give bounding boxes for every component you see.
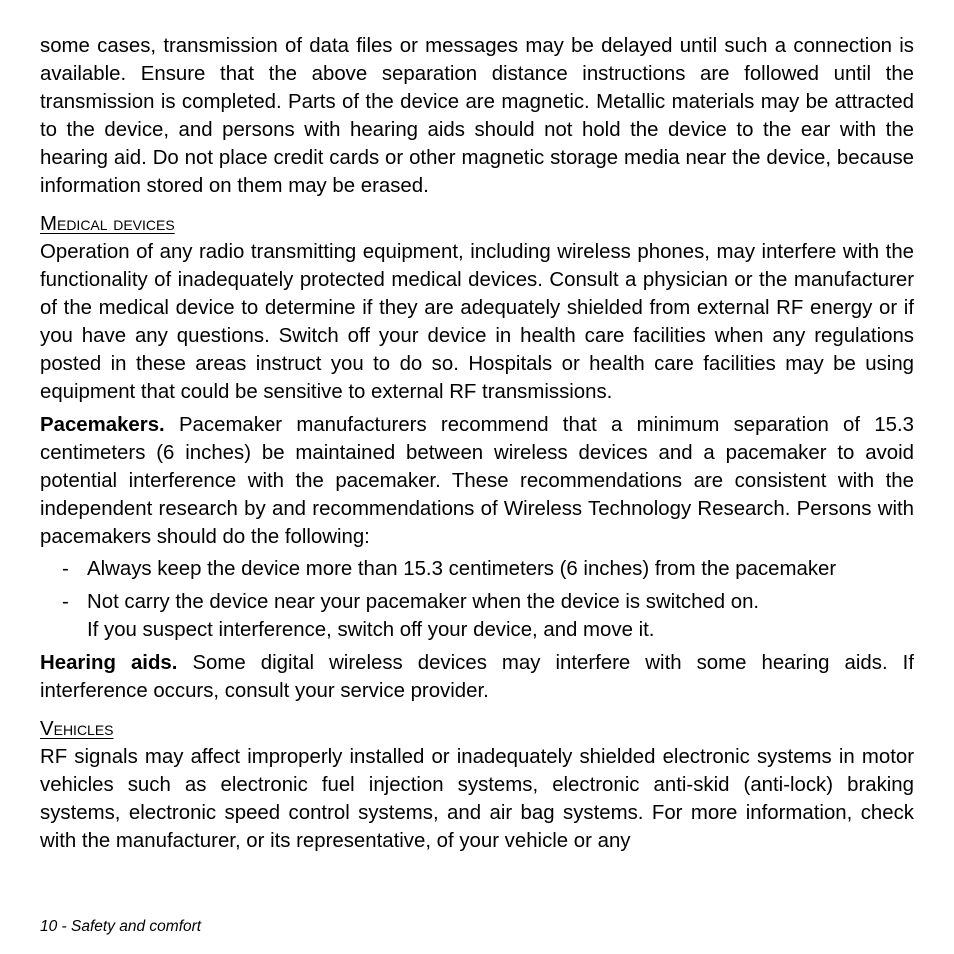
- list-item-text-continued: If you suspect interference, switch off your device, and move it.: [87, 619, 655, 641]
- vehicles-paragraph: RF signals may affect improperly installed or inadequately shielded electronic systems in motor vehicles such as electronic fuel injection systems, electronic anti-skid (anti-lock) braking systems, electronic speed control systems, and air bag systems. For more information, check with the manufacturer, or its representative, of your vehicle or any: [40, 746, 914, 852]
- pacemakers-label: Pacemakers.: [40, 414, 165, 436]
- hearing-aids-label: Hearing aids.: [40, 652, 178, 674]
- list-item: [40, 555, 914, 583]
- page-content: [40, 32, 914, 855]
- vehicles-heading: Vehicles: [40, 718, 114, 740]
- list-item-text: Always keep the device more than 15.3 centimeters (6 inches) from the pacemaker: [87, 558, 837, 580]
- medical-devices-heading: Medical devices: [40, 213, 175, 235]
- medical-devices-paragraph: Operation of any radio transmitting equipment, including wireless phones, may interfere with the functionality of inadequately protected medical devices. Consult a physician or the manufacturer of the medical device to determine if they are adequately shielded from external RF energy or if you have any questions. Switch off your device in health care facilities when any regulations posted in these areas instruct you to do so. Hospitals or health care facilities may be using equipment that could be sensitive to external RF transmissions.: [40, 241, 914, 403]
- pacemakers-text: Pacemaker manufacturers recommend that a minimum separation of 15.3 centimeters (6 inches) be maintained between wireless devices and a pacemaker to avoid potential interference with the pacemaker. These recommendations are consistent with the independent research by and recommendations of Wireless Technology Research. Persons with pacemakers should do the following:: [40, 414, 914, 548]
- hearing-aids-text: Some digital wireless devices may interfere with some hearing aids. If interference occurs, consult your service provider.: [40, 652, 914, 702]
- list-item-text: Not carry the device near your pacemaker when the device is switched on.: [87, 591, 760, 613]
- pacemaker-instructions-list: [40, 555, 914, 644]
- pacemakers-paragraph: [40, 411, 914, 551]
- hearing-aids-paragraph: [40, 649, 914, 705]
- page-footer: 10 - Safety and comfort: [40, 918, 202, 935]
- dash-bullet: -: [62, 558, 69, 580]
- list-item: [40, 588, 914, 644]
- intro-paragraph: some cases, transmission of data files or messages may be delayed until such a connection is available. Ensure that the above separation distance instructions are followed until the transmission is completed. Parts of the device are magnetic. Metallic materials may be attracted to the device, and persons with hearing aids should not hold the device to the ear with the hearing aid. Do not place credit cards or other magnetic storage media near the device, because information stored on them may be erased.: [40, 35, 914, 197]
- dash-bullet: -: [62, 591, 69, 613]
